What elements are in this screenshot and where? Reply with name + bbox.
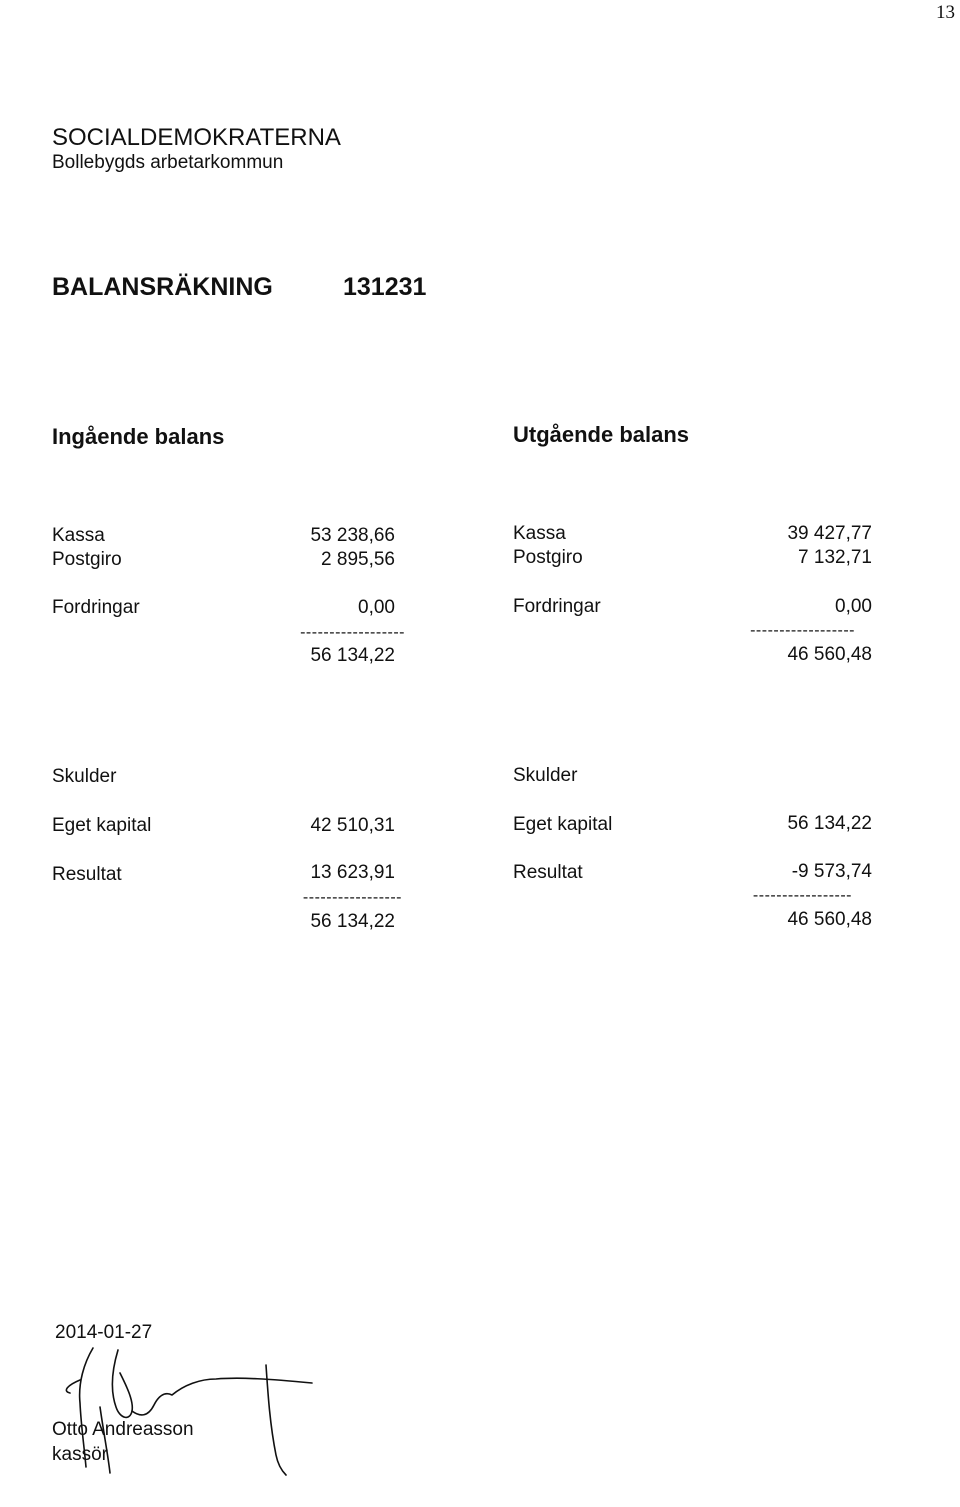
closing-liability-value: 56 134,22 <box>787 813 872 834</box>
closing-asset-value: 7 132,71 <box>798 547 872 568</box>
opening-asset-label: Postgiro <box>52 549 122 570</box>
handwritten-signature <box>40 1345 330 1480</box>
organization-name: SOCIALDEMOKRATERNA <box>52 124 341 151</box>
closing-asset-value: 39 427,77 <box>787 523 872 544</box>
signature-date: 2014-01-27 <box>55 1322 153 1343</box>
opening-liability-label: Resultat <box>52 864 122 885</box>
closing-assets-total: 46 560,48 <box>787 644 872 665</box>
signatory-name: Otto Andreasson <box>52 1419 194 1440</box>
page-number: 13 <box>936 2 955 23</box>
closing-liability-label: Resultat <box>513 862 583 883</box>
opening-liabilities-heading: Skulder <box>52 766 117 787</box>
opening-liabilities-total: 56 134,22 <box>310 911 395 932</box>
organization-subtitle: Bollebygds arbetarkommun <box>52 152 284 173</box>
opening-assets-separator: ------------------ <box>300 624 405 641</box>
closing-asset-label: Fordringar <box>513 596 601 617</box>
closing-asset-label: Postgiro <box>513 547 583 568</box>
opening-liabilities-separator: ----------------- <box>302 889 402 906</box>
closing-liabilities-heading: Skulder <box>513 765 578 786</box>
opening-liability-label: Eget kapital <box>52 815 152 836</box>
closing-balance-heading: Utgående balans <box>513 422 690 447</box>
opening-balance-heading: Ingående balans <box>52 424 225 449</box>
document-date-code: 131231 <box>343 273 427 301</box>
opening-liability-value: 42 510,31 <box>310 815 395 836</box>
closing-liabilities-total: 46 560,48 <box>787 909 872 930</box>
opening-asset-value: 53 238,66 <box>310 525 395 546</box>
document-title: BALANSRÄKNING <box>52 273 273 301</box>
closing-asset-label: Kassa <box>513 523 566 544</box>
closing-liability-label: Eget kapital <box>513 814 613 835</box>
opening-assets-total: 56 134,22 <box>310 645 395 666</box>
closing-liabilities-separator: ----------------- <box>752 887 852 904</box>
opening-asset-label: Kassa <box>52 525 105 546</box>
opening-asset-value: 0,00 <box>358 597 395 618</box>
closing-liability-value: -9 573,74 <box>791 861 872 882</box>
opening-asset-value: 2 895,56 <box>321 549 395 570</box>
opening-asset-label: Fordringar <box>52 597 140 618</box>
closing-assets-separator: ------------------ <box>750 622 855 639</box>
opening-liability-value: 13 623,91 <box>310 862 395 883</box>
signatory-role: kassör <box>52 1444 108 1465</box>
closing-asset-value: 0,00 <box>835 596 872 617</box>
